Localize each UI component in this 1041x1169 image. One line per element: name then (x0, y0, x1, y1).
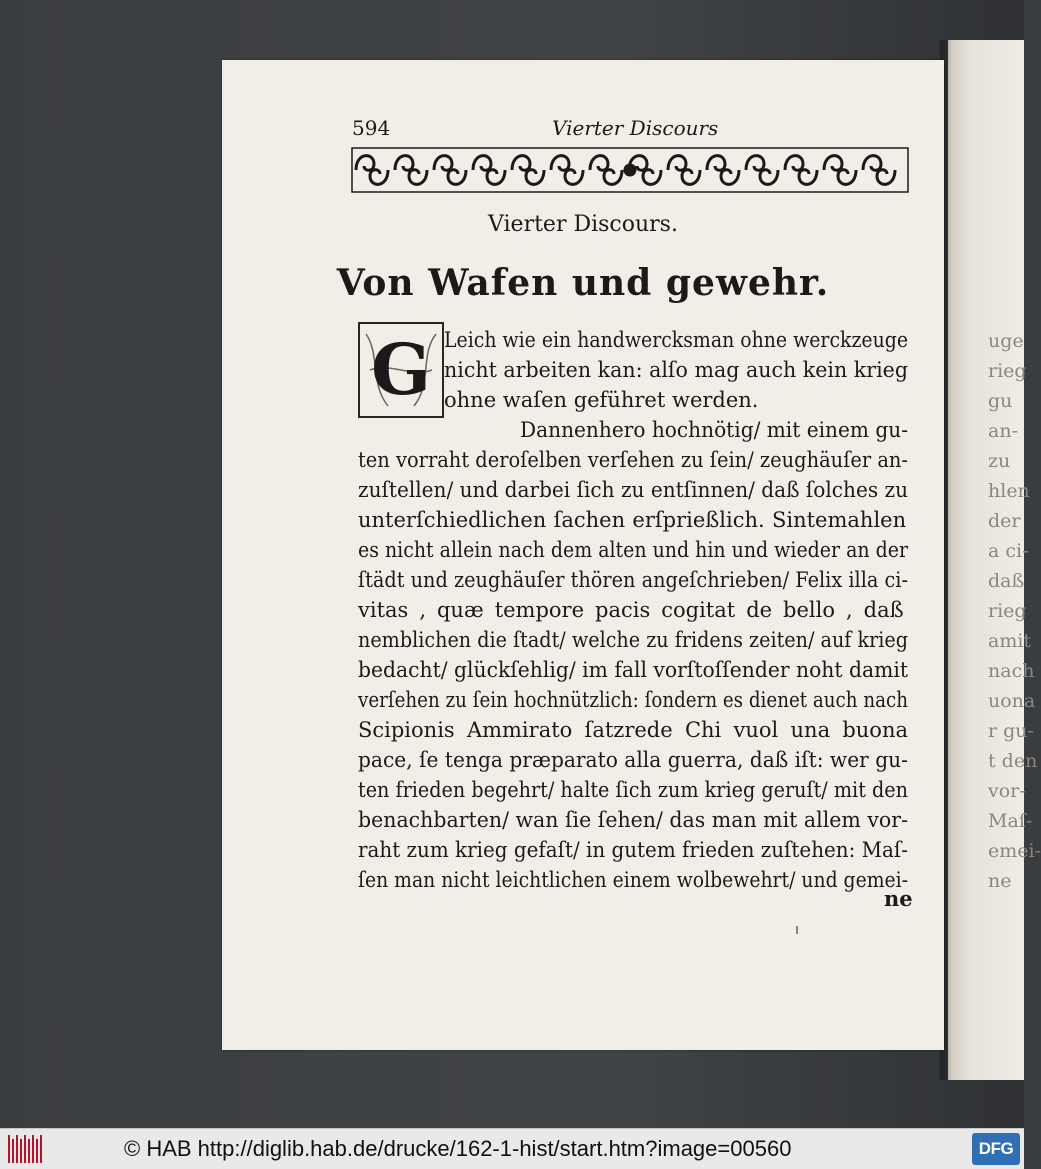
hab-logo-bar (16, 1135, 18, 1163)
ornament-scroll (785, 156, 817, 185)
hab-logo-bar (28, 1139, 30, 1163)
text-line: ten frieden begehrt/ halte ſich zum krieg geruſt/ mit den (358, 778, 908, 802)
text-line: es nicht allein nach dem alten und hin und wieder an der (358, 538, 908, 562)
ornament-scroll (707, 156, 739, 185)
text-line: vitas , quæ tempore pacis cogitat de bello , daß (358, 598, 904, 622)
book-page (222, 60, 944, 1050)
adjacent-page-fragment: hlen (988, 480, 1030, 502)
ornament-scroll (668, 156, 700, 185)
text-line: ſen man nicht leichtlichen einem wolbewehrt/ und gemei- (358, 868, 908, 892)
adjacent-page-fragment: uge (988, 330, 1024, 352)
adjacent-page-fragment: daß (988, 570, 1025, 592)
text-line: unterſchiedlichen ſachen erſprießlich. Sintemahlen (358, 508, 907, 532)
adjacent-page-fragment: rieg (988, 360, 1027, 382)
catchword: ne (884, 886, 913, 911)
decorated-initial (358, 322, 444, 418)
hab-logo-bar (36, 1139, 38, 1163)
footer-bar (0, 1128, 1024, 1169)
text-line: nicht arbeiten kan: alſo mag auch kein krieg (444, 358, 908, 382)
ornament-scroll (824, 156, 856, 185)
adjacent-page-fragment: Maſ- (988, 810, 1033, 832)
hab-logo-bar (12, 1139, 14, 1163)
ornament-band (350, 142, 910, 198)
ornament-scroll (863, 156, 895, 185)
hab-logo-bar (24, 1135, 26, 1163)
hab-logo-bar (40, 1135, 42, 1163)
adjacent-page-fragment: amit (988, 630, 1032, 652)
text-line: zuſtellen/ und darbei ſich zu entſinnen/ daß ſolches zu (358, 478, 908, 502)
text-line: ten vorraht deroſelben verſehen zu ſein/ zeughäuſer an- (358, 448, 908, 472)
ornament-scroll (590, 156, 622, 185)
running-head (352, 116, 822, 142)
text-line: ohne waſen geführet werden. (444, 388, 759, 412)
adjacent-page-fragment: t den (988, 750, 1038, 772)
hab-logo-icon (6, 1133, 46, 1165)
adjacent-page-fragment: gu (988, 390, 1013, 412)
ornament-scroll (395, 156, 427, 185)
ornament-scroll (434, 156, 466, 185)
chapter-title: Von Wafen und gewehr. (336, 262, 830, 304)
chapter-heading: Vierter Discours. (488, 212, 678, 237)
adjacent-page-fragment: r gu- (988, 720, 1034, 742)
adjacent-page-fragment: rieg (988, 600, 1027, 622)
text-line: ſtädt und zeughäuſer thören angeſchrieben/ Felix illa ci- (358, 568, 908, 592)
page-number: 594 (352, 116, 391, 140)
ornament-scroll (512, 156, 544, 185)
text-line: pace, ſe tenga præparato alla guerra, daß iſt: wer gu- (358, 748, 908, 772)
hab-logo-bar (32, 1135, 34, 1163)
ornament-scroll (473, 156, 505, 185)
footer-credit-link[interactable]: © HAB http://diglib.hab.de/drucke/162-1-hist/start.htm?image=00560 (124, 1136, 792, 1161)
adjacent-page-fragment: zu (988, 450, 1011, 472)
hab-logo-bar (20, 1139, 22, 1163)
text-line: verſehen zu ſein hochnützlich: ſondern es dienet auch nach (358, 688, 908, 712)
ornament-center-dot (625, 165, 635, 175)
ornament-scroll (551, 156, 583, 185)
adjacent-page-fragment: uona (988, 690, 1036, 712)
running-title: Vierter Discours (552, 116, 719, 140)
text-line: Leich wie ein handwercksman ohne werckzeuge (444, 328, 908, 352)
dfg-logo: DFG (972, 1133, 1020, 1165)
ornament-scroll (746, 156, 778, 185)
text-line: Scipionis Ammirato ſatzrede Chi vuol una buona (358, 718, 908, 742)
adjacent-page (948, 40, 1041, 1080)
adjacent-page-fragment: emei- (988, 840, 1041, 862)
ornament-scroll (356, 156, 388, 185)
text-line: bedacht/ glückſehlig/ im fall vorſtoſſender noht damit (358, 658, 908, 682)
text-line: nemblichen die ſtadt/ welche zu fridens zeiten/ auf krieg (358, 628, 908, 652)
page-mark (796, 926, 798, 934)
initial-letter: G (371, 328, 431, 411)
text-line: Dannenhero hochnötig/ mit einem gu- (520, 418, 908, 442)
adjacent-page-fragment: vor- (988, 780, 1026, 802)
text-line: benachbarten/ wan ſie ſehen/ das man mit allem vor- (358, 808, 908, 832)
adjacent-page-fragment: an- (988, 420, 1018, 442)
text-line: raht zum krieg gefaſt/ in gutem frieden zuſtehen: Maſ- (358, 838, 908, 862)
adjacent-page-fragment: a ci- (988, 540, 1029, 562)
adjacent-page-fragment: der (988, 510, 1021, 532)
adjacent-page-fragment: ne (988, 870, 1012, 892)
hab-logo-bar (8, 1135, 10, 1163)
adjacent-page-fragment: nach (988, 660, 1035, 682)
